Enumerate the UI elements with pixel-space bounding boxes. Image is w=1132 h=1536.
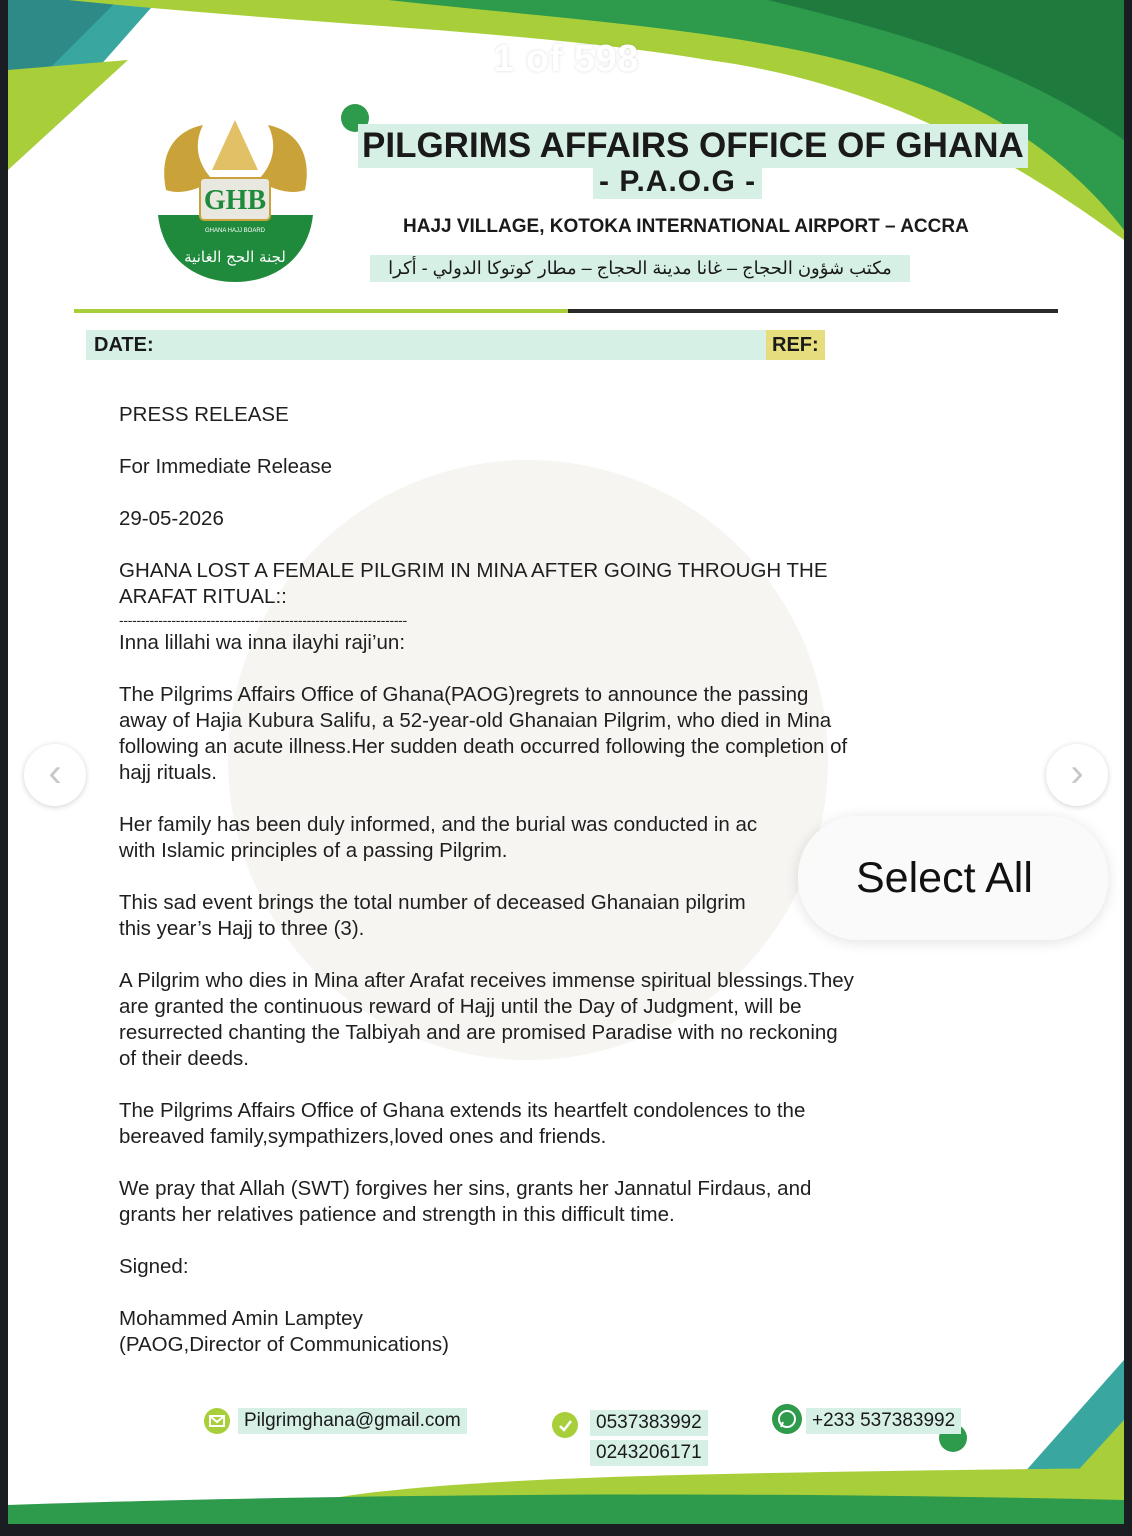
logo-arabic-text: لجنة الحج الغانية (184, 248, 286, 266)
paragraph-prayer: We pray that Allah (SWT) forgives her sins, grants her Jannatul Firdaus, and grants her relatives patience and strength in this difficult time. (119, 1177, 812, 1226)
footer-whatsapp[interactable]: +233 537383992 (806, 1408, 961, 1434)
ref-label: REF: (766, 330, 825, 360)
paragraph-blessings: A Pilgrim who dies in Mina after Arafat receives immense spiritual blessings.They are granted the continuous reward of Hajj until the Day of Judgment, will be resurrected chanting the Talbiyah and are promised Paradise with no reckoning of their deeds. (119, 969, 854, 1070)
footer-email[interactable]: Pilgrimghana@gmail.com (238, 1408, 467, 1434)
logo-initials: GHB (203, 185, 267, 216)
title-divider: ------------------------------------------------------------------ (119, 612, 407, 628)
date-label: DATE: (94, 334, 154, 356)
chevron-right-icon: › (1070, 751, 1084, 795)
release-type: For Immediate Release (119, 455, 333, 478)
signatory-name: Mohammed Amin Lamptey (119, 1307, 363, 1330)
release-title: GHANA LOST A FEMALE PILGRIM IN MINA AFTER GOING THROUGH THE ARAFAT RITUAL:: (119, 559, 828, 608)
email-icon (204, 1408, 230, 1434)
logo-small-text: GHANA HAJJ BOARD (204, 228, 266, 234)
select-all-label: Select All (856, 854, 1033, 902)
paragraph-announcement: The Pilgrims Affairs Office of Ghana(PAOG)regrets to announce the passing away of Hajia Kubura Salifu, a 52-year-old Ghanaian Pilgrim, who died in Mina following an acute illness.Her sudden death occurred following the completion of hajj rituals. (119, 683, 848, 784)
whatsapp-icon (772, 1404, 802, 1434)
previous-page-button[interactable] (24, 744, 86, 806)
footer-phone-2[interactable]: 0243206171 (590, 1440, 708, 1466)
release-date: 29-05-2026 (119, 507, 224, 530)
phone-icon (552, 1412, 578, 1438)
org-address: HAJJ VILLAGE, KOTOKA INTERNATIONAL AIRPORT – ACCRA (403, 216, 969, 237)
date-field-bar (86, 330, 778, 360)
document-viewer (8, 0, 1124, 1536)
invocation: Inna lillahi wa inna ilayhi raji’un: (119, 631, 406, 654)
org-name: PILGRIMS AFFAIRS OFFICE OF GHANA (358, 124, 1028, 168)
footer-phone-1[interactable]: 0537383992 (590, 1410, 708, 1436)
paragraph-total: This sad event brings the total number of deceased Ghanaian pilgrim this year’s Hajj to three (3). (119, 891, 746, 940)
next-page-button[interactable] (1046, 744, 1108, 806)
select-all-button[interactable] (798, 816, 1108, 940)
paragraph-condolences: The Pilgrims Affairs Office of Ghana extends its heartfelt condolences to the bereaved family,sympathizers,loved ones and friends. (119, 1099, 806, 1148)
chevron-left-icon: ‹ (48, 751, 62, 795)
press-release-heading: PRESS RELEASE (119, 403, 289, 426)
org-abbreviation: - P.A.O.G - (593, 165, 762, 199)
org-address-arabic: مكتب شؤون الحجاج – غانا مدينة الحجاج – مطار كوتوكا الدولي - أكرا (370, 255, 910, 282)
page-counter: 1 of 598 (493, 38, 639, 80)
paragraph-burial: Her family has been duly informed, and the burial was conducted in ac with Islamic principles of a passing Pilgrim. (119, 813, 758, 862)
signatory-title: (PAOG,Director of Communications) (119, 1333, 449, 1356)
ghana-hajj-board-logo (148, 110, 323, 290)
signed-label: Signed: (119, 1255, 189, 1278)
